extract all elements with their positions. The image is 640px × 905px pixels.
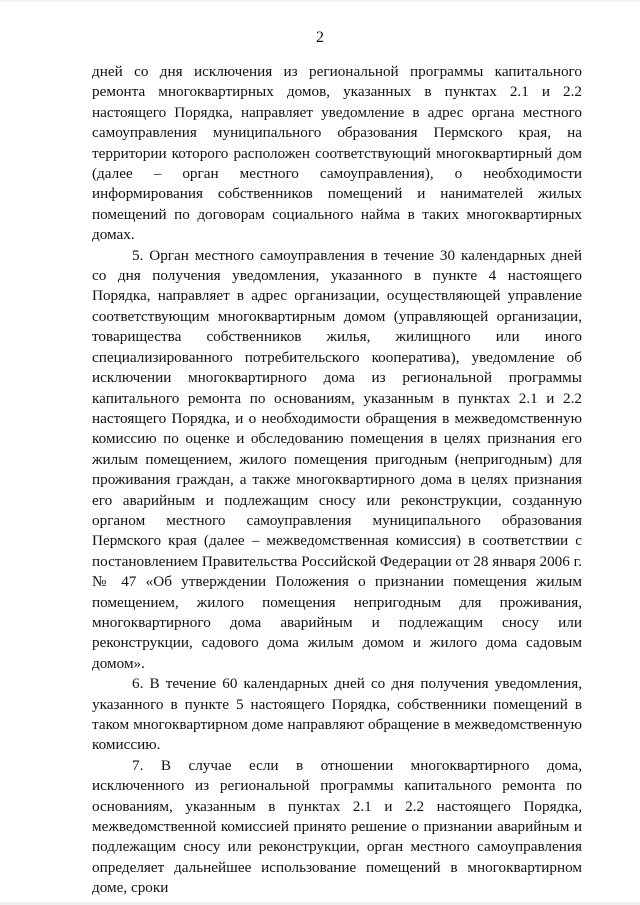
paragraph-item-7: 7. В случае если в отношении многоквартирного дома, исключенного из региональной программы капитального ремонта по основаниям, указанным в пунктах 2.1 и 2.2 настоящего Порядка, межведомственной комиссией принято решение о признании аварийным и подлежащим сносу или реконструкции, орган местного самоуправления определяет дальнейшее использование помещений в многоквартирном доме, сроки: [92, 756, 582, 897]
paragraph-item-5: 5. Орган местного самоуправления в течение 30 календарных дней со дня получения уведомления, указанного в пункте 4 настоящего Порядка, направляет в адрес организации, осуществляющей управление соответствующим многоквартирным домом (управляющей организации, товарищества собственников жилья, жилищного или иного специализированного потребительского кооператива), уведомление об исключении многоквартирного дома из региональной программы капитального ремонта по основаниям, указанным в пунктах 2.1 и 2.2 настоящего Порядка, и о необходимости обращения в межведомственную комиссию по оценке и обследованию помещения в целях признания его жилым помещением, жилого помещения пригодным (непригодным) для проживания граждан, а также многоквартирного дома в целях признания его аварийным и подлежащим сносу или реконструкции, созданную органом местного самоуправления муниципального образования Пермского края (далее – межведомственная комиссия) в соответствии с постановлением Правительства Российской Федерации от 28 января 2006 г. № 47 «Об утверждении Положения о признании помещения жилым помещением, жилого помещения непригодным для проживания, многоквартирного дома аварийным и подлежащим сносу или реконструкции, садового дома жилым домом и жилого дома садовым домом».: [92, 246, 582, 672]
document-body: [92, 62, 582, 899]
paragraph-item-6: 6. В течение 60 календарных дней со дня получения уведомления, указанного в пункте 5 настоящего Порядка, собственники помещений в таком многоквартирном доме направляют обращение в межведомственную комиссию.: [92, 675, 582, 754]
scan-top-edge: [0, 0, 640, 2]
page-number: 2: [316, 29, 324, 46]
paragraph-continuation: дней со дня исключения из региональной программы капитального ремонта многоквартирных домов, указанных в пунктах 2.1 и 2.2 настоящего Порядка, направляет уведомление в адрес органа местного самоуправления муниципального образования Пермского края, на территории которого расположен соответствующий многоквартирный дом (далее – орган местного самоуправления), о необходимости информирования собственников помещений и нанимателей жилых помещений по договорам социального найма в таких многоквартирных домах.: [92, 63, 582, 244]
